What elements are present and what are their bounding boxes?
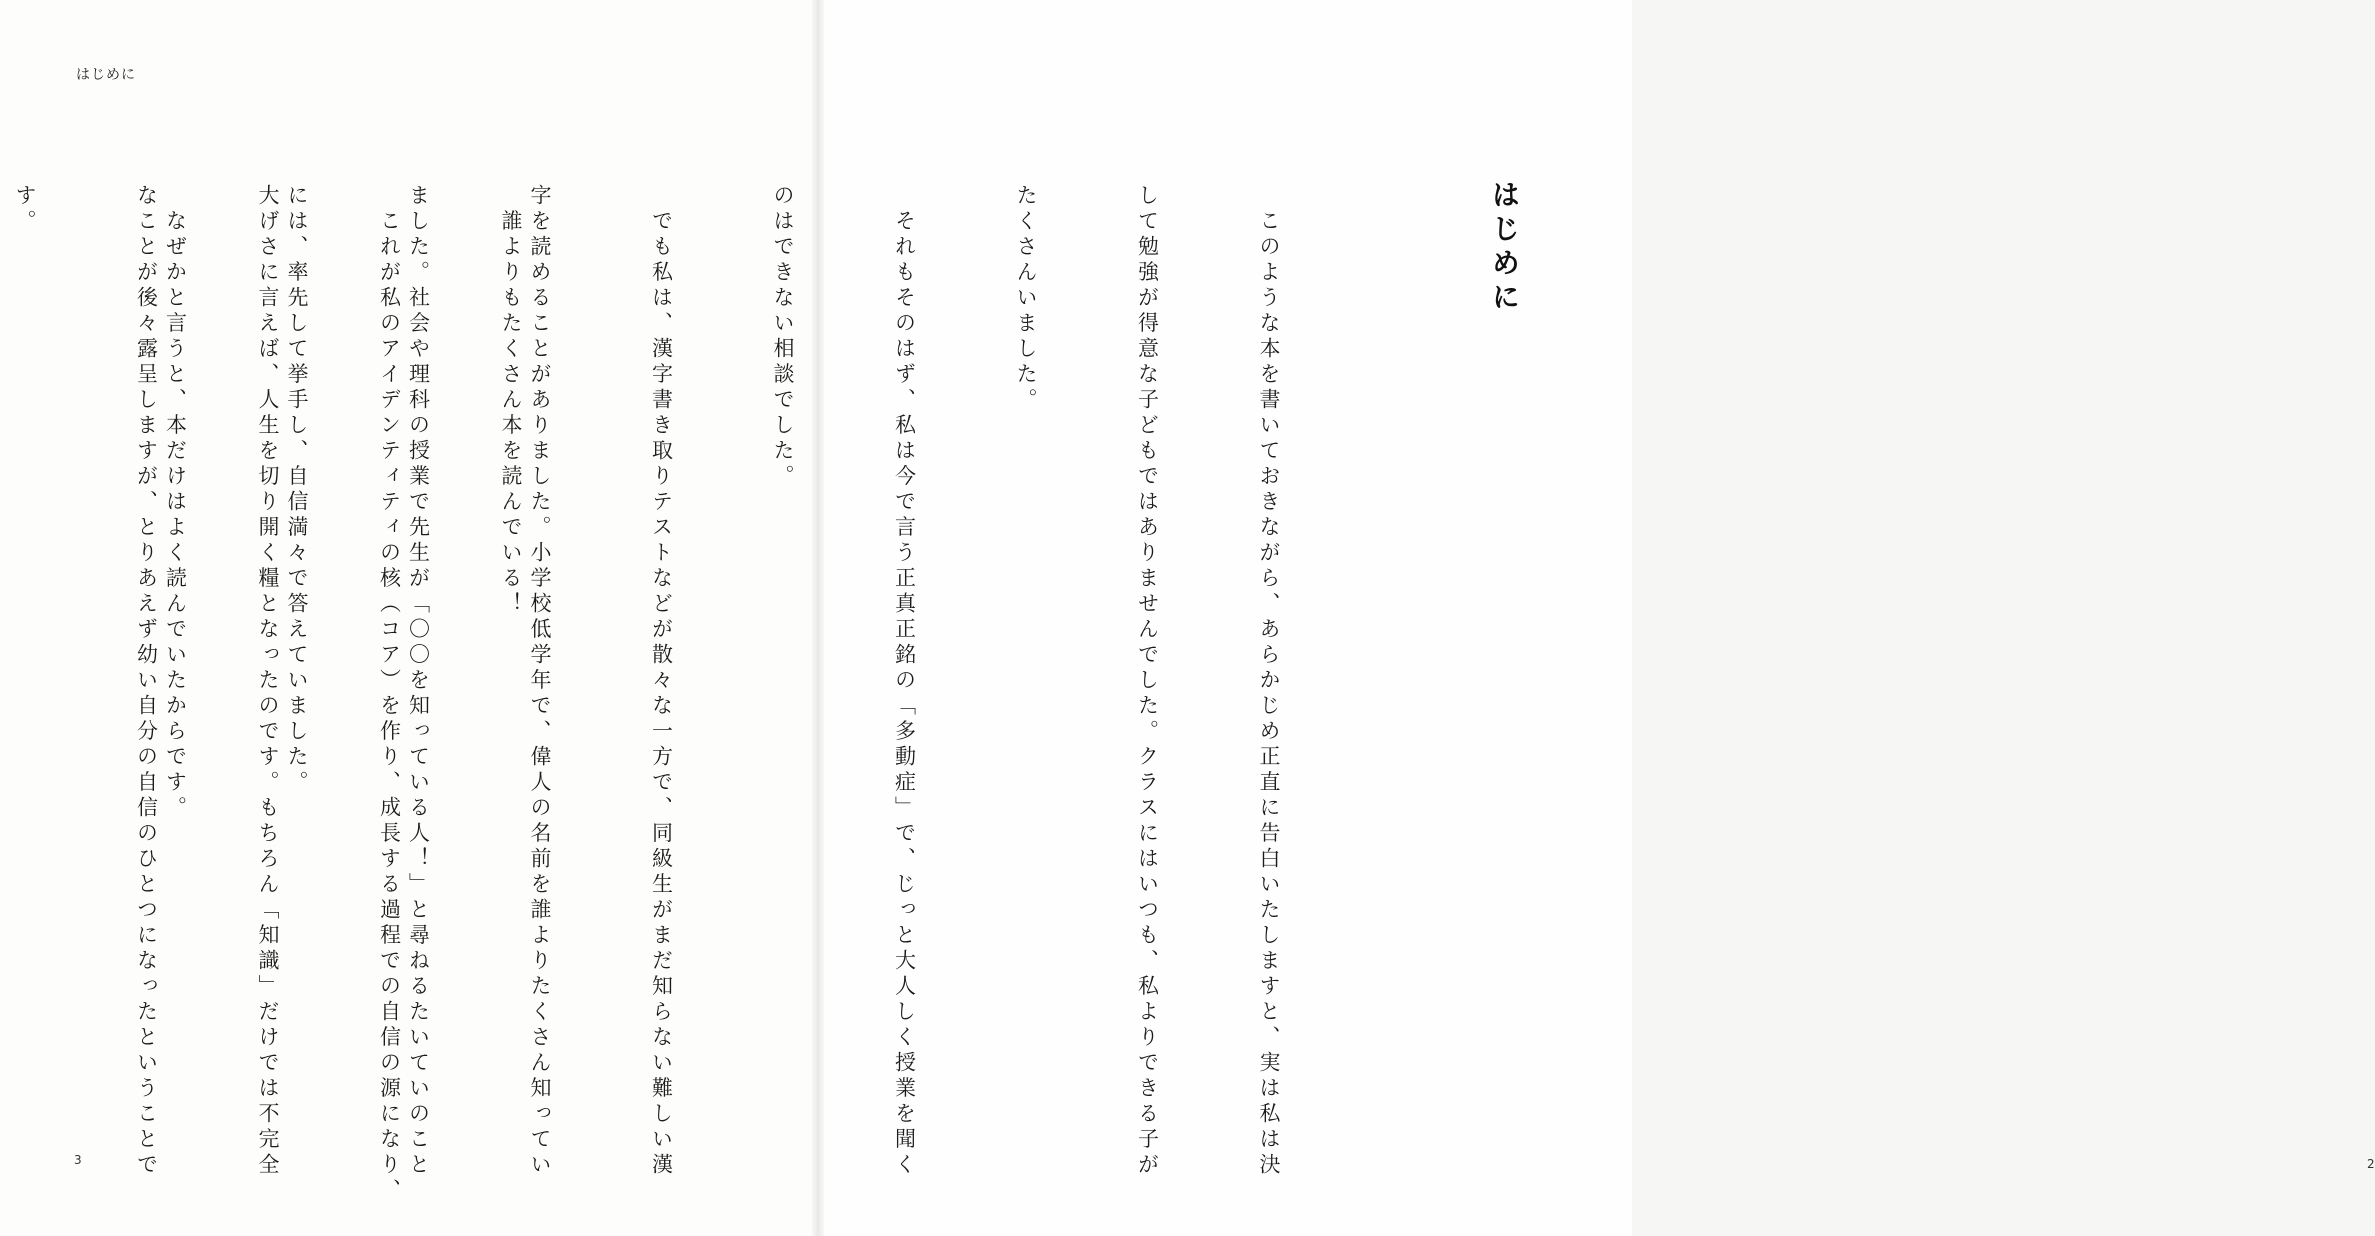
body-line: して勉強が得意な子どもではありませんでした。クラスにはいつも、私よりできる子が	[1135, 184, 1160, 1179]
body-line: ました。社会や理科の授業で先生が「〇〇を知っている人！」と尋ねるたいていのこと	[406, 184, 431, 1179]
body-line: のはできない相談でした。	[771, 184, 795, 490]
body-line: たくさんいました。	[1014, 184, 1038, 414]
chapter-title: はじめに	[1488, 180, 1521, 316]
page-number: 3	[74, 1153, 82, 1167]
body-line: なことが後々露呈しますが、とりあえず幼い自分の自信のひとつになったということで	[134, 184, 159, 1179]
body-line: でも私は、漢字書き取りテストなどが散々な一方で、同級生がまだ知らない難しい漢	[649, 184, 674, 1179]
body-line: それもそのはず、私は今で言う正真正銘の「多動症」で、じっと大人しく授業を聞く	[892, 184, 917, 1179]
body-line: 字を読めることがありました。小学校低学年で、偉人の名前を誰よりたくさん知ってい	[528, 184, 552, 1179]
page-number: 2	[2367, 1157, 2375, 1171]
body-line: これが私のアイデンティティの核（コア）を作り、成長する過程での自信の源になり、	[377, 184, 402, 1204]
body-line: 大げさに言えば、人生を切り開く糧となったのです。もちろん「知識」だけでは不完全	[256, 184, 280, 1179]
right-page-body	[74, 184, 1370, 1204]
body-line: このような本を書いておきながら、あらかじめ正直に告白いたしますと、実は私は決	[1257, 184, 1281, 1179]
body-line: には、率先して挙手し、自信満々で答えていました。	[285, 184, 309, 796]
body-line: 誰よりもたくさん本を読んでいる！	[499, 184, 523, 618]
body-line: なぜかと言うと、本だけはよく読んでいたからです。	[163, 184, 188, 822]
body-line: す。	[13, 184, 37, 235]
running-head: はじめに	[76, 67, 136, 83]
